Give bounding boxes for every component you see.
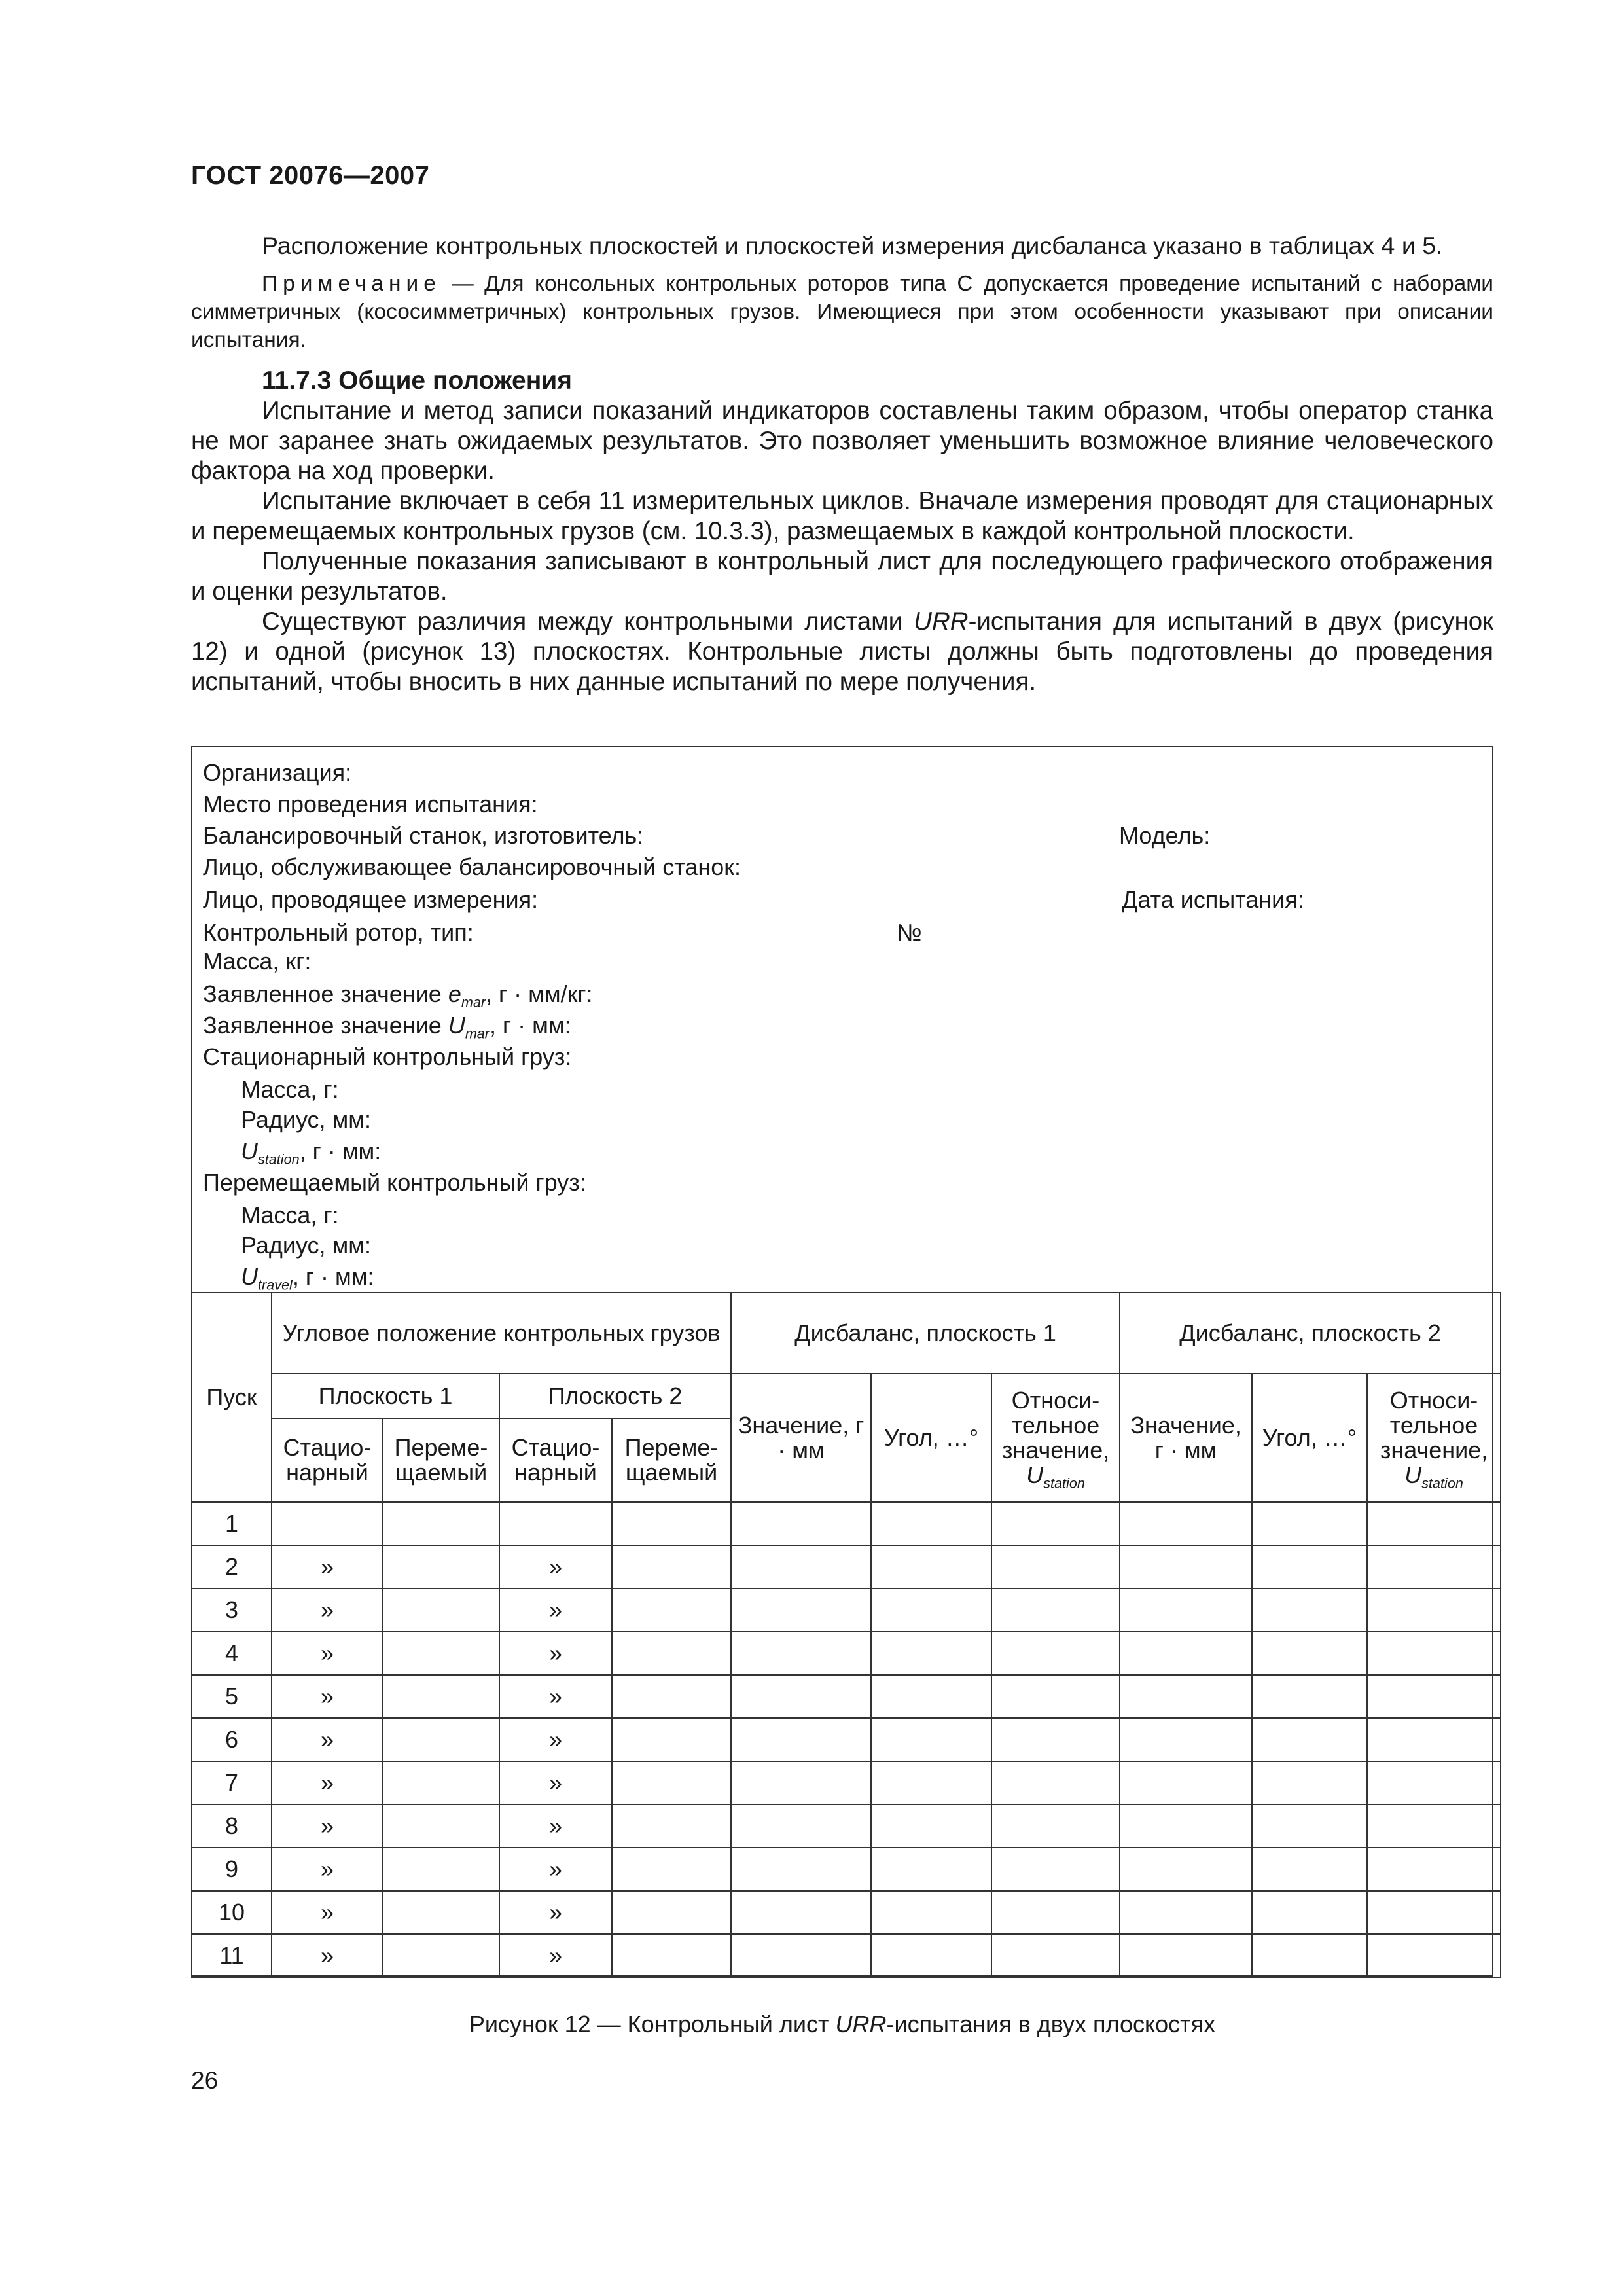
- value-header: Значение, г · мм: [1120, 1374, 1252, 1502]
- ustation-symbol: U: [241, 1138, 258, 1164]
- empty-cell: [612, 1545, 731, 1588]
- table-row: [192, 1848, 1501, 1891]
- empty-cell: [991, 1934, 1120, 1977]
- relative-value-header: [1367, 1374, 1501, 1502]
- empty-cell: [991, 1632, 1120, 1675]
- empty-cell: [991, 1502, 1120, 1545]
- angular-position-header: Угловое положение контрольных грузов: [272, 1293, 731, 1374]
- empty-cell: [731, 1588, 871, 1632]
- utravel-symbol: U: [241, 1263, 258, 1290]
- emar-unit: , г · мм/кг:: [486, 980, 593, 1007]
- travel-header: Переме-щаемый: [612, 1418, 731, 1502]
- rotor-mass-label: Масса, кг:: [203, 948, 312, 975]
- paragraph-1: Испытание и метод записи показаний индикаторов составлены таким образом, чтобы оператор станка не мог заранее знать ожидаемых результатов. Это позволяет уменьшить возможное влияние человеческого фактора на ход проверки.: [191, 397, 1493, 485]
- ditto-mark: »: [499, 1934, 612, 1977]
- ditto-mark: »: [272, 1934, 383, 1977]
- ditto-mark: »: [499, 1891, 612, 1934]
- empty-cell: [871, 1804, 991, 1848]
- run-number: 1: [192, 1502, 272, 1545]
- test-place-label: Место проведения испытания:: [203, 791, 538, 817]
- empty-cell: [1120, 1718, 1252, 1761]
- relative-text: Относи-тельное значение,: [1380, 1387, 1488, 1463]
- ustation-subscript: station: [258, 1151, 300, 1168]
- empty-cell: [1367, 1545, 1501, 1588]
- ditto-mark: »: [499, 1804, 612, 1848]
- run-number: 6: [192, 1718, 272, 1761]
- empty-cell: [991, 1891, 1120, 1934]
- empty-cell: [1120, 1804, 1252, 1848]
- empty-cell: [1252, 1718, 1367, 1761]
- empty-cell: [991, 1761, 1120, 1804]
- empty-cell: [1120, 1502, 1252, 1545]
- table-row: [192, 1502, 1501, 1545]
- empty-cell: [383, 1848, 499, 1891]
- empty-cell: [871, 1588, 991, 1632]
- emar-subscript: mar: [461, 994, 486, 1011]
- table-row: [192, 1891, 1501, 1934]
- travel-weight-label: Перемещаемый контрольный груз:: [203, 1169, 586, 1196]
- empty-cell: [731, 1891, 871, 1934]
- caption-text: Рисунок 12 — Контрольный лист: [469, 2011, 836, 2037]
- run-number: 9: [192, 1848, 272, 1891]
- relative-symbol: U: [1404, 1462, 1422, 1488]
- empty-cell: [1252, 1891, 1367, 1934]
- empty-cell: [612, 1848, 731, 1891]
- note-text: — Для консольных контрольных роторов типа С допускается проведение испытаний с наборами симметричных (кососимметричных) контрольных грузов. Имеющиеся при этом особенности указывают при описании испытания.: [191, 272, 1493, 352]
- empty-cell: [1120, 1891, 1252, 1934]
- empty-cell: [731, 1934, 871, 1977]
- umar-symbol: U: [448, 1012, 465, 1039]
- plane2-header: Плоскость 2: [499, 1374, 731, 1418]
- empty-cell: [1120, 1632, 1252, 1675]
- ditto-mark: »: [499, 1761, 612, 1804]
- body-text: [191, 230, 1493, 697]
- stationary-mass-label: Масса, г:: [241, 1076, 339, 1103]
- empty-cell: [1252, 1632, 1367, 1675]
- paragraph-4-part: Существуют различия между контрольными листами: [262, 607, 914, 636]
- ustation-unit: , г · мм:: [299, 1138, 382, 1164]
- empty-cell: [1120, 1761, 1252, 1804]
- empty-cell: [1252, 1848, 1367, 1891]
- relative-text: Относи-тельное значение,: [1001, 1387, 1110, 1463]
- run-number: 8: [192, 1804, 272, 1848]
- empty-cell: [612, 1502, 731, 1545]
- empty-cell: [731, 1848, 871, 1891]
- ditto-mark: »: [499, 1718, 612, 1761]
- empty-cell: [871, 1502, 991, 1545]
- empty-cell: [871, 1632, 991, 1675]
- empty-cell: [871, 1934, 991, 1977]
- table-row: [192, 1804, 1501, 1848]
- ditto-mark: »: [499, 1848, 612, 1891]
- unbalance-plane2-header: Дисбаланс, плоскость 2: [1120, 1293, 1501, 1374]
- empty-cell: [1367, 1502, 1501, 1545]
- empty-cell: [1252, 1545, 1367, 1588]
- empty-cell: [991, 1718, 1120, 1761]
- value-header: Значение, г · мм: [731, 1374, 871, 1502]
- empty-cell: [871, 1761, 991, 1804]
- angle-header: Угол, …°: [1252, 1374, 1367, 1502]
- utravel-subscript: travel: [258, 1276, 293, 1293]
- ditto-mark: »: [499, 1545, 612, 1588]
- paragraph-3: Полученные показания записывают в контрольный лист для последующего графического отображения и оценки результатов.: [191, 547, 1493, 605]
- empty-cell: [731, 1545, 871, 1588]
- empty-cell: [731, 1804, 871, 1848]
- empty-cell: [871, 1545, 991, 1588]
- umar-unit: , г · мм:: [490, 1012, 571, 1039]
- paragraph-4-part: -испытания для испытаний в двух (рисунок 12) и одной (рисунок 13) плоскостях. Контрольные листы должны быть подготовлены до проведения испытаний, чтобы вносить в них данные испытаний по мере получения.: [191, 607, 1493, 696]
- note-label: Примечание: [262, 272, 441, 296]
- location-paragraph: Расположение контрольных плоскостей и плоскостей измерения дисбаланса указано в таблицах 4 и 5.: [262, 232, 1443, 259]
- umar-subscript: mar: [465, 1025, 490, 1042]
- utravel-label: [241, 1263, 374, 1291]
- empty-cell: [1252, 1588, 1367, 1632]
- model-label: Модель:: [1119, 822, 1211, 849]
- table-header-row: [192, 1374, 1501, 1418]
- travel-mass-label: Масса, г:: [241, 1202, 339, 1229]
- empty-cell: [731, 1502, 871, 1545]
- run-number: 10: [192, 1891, 272, 1934]
- travel-radius-label: Радиус, мм:: [241, 1232, 372, 1259]
- run-header: Пуск: [192, 1293, 272, 1502]
- caption-urr: URR: [835, 2011, 887, 2037]
- empty-cell: [383, 1588, 499, 1632]
- ditto-mark: »: [272, 1848, 383, 1891]
- empty-cell: [1367, 1761, 1501, 1804]
- empty-cell: [1252, 1934, 1367, 1977]
- note-paragraph: [191, 270, 1493, 354]
- empty-cell: [272, 1502, 383, 1545]
- empty-cell: [612, 1588, 731, 1632]
- umar-label: [203, 1012, 571, 1042]
- empty-cell: [871, 1718, 991, 1761]
- plane1-header: Плоскость 1: [272, 1374, 499, 1418]
- table-row: [192, 1934, 1501, 1977]
- table-row: [192, 1718, 1501, 1761]
- urr-results-table: [191, 1292, 1501, 1978]
- standard-header: ГОСТ 20076—2007: [191, 161, 430, 190]
- table-row: [192, 1588, 1501, 1632]
- table-body: [192, 1502, 1501, 1977]
- empty-cell: [1120, 1934, 1252, 1977]
- empty-cell: [1252, 1502, 1367, 1545]
- empty-cell: [383, 1545, 499, 1588]
- empty-cell: [1367, 1934, 1501, 1977]
- empty-cell: [612, 1632, 731, 1675]
- empty-cell: [499, 1502, 612, 1545]
- travel-header: Переме-щаемый: [383, 1418, 499, 1502]
- operator-label: Лицо, обслуживающее балансировочный станок:: [203, 853, 741, 880]
- empty-cell: [1252, 1804, 1367, 1848]
- empty-cell: [383, 1502, 499, 1545]
- empty-cell: [991, 1545, 1120, 1588]
- relative-value-header: [991, 1374, 1120, 1502]
- ditto-mark: »: [272, 1545, 383, 1588]
- ditto-mark: »: [499, 1632, 612, 1675]
- page-number: 26: [191, 2067, 219, 2094]
- empty-cell: [612, 1804, 731, 1848]
- empty-cell: [612, 1675, 731, 1718]
- empty-cell: [1367, 1675, 1501, 1718]
- empty-cell: [612, 1934, 731, 1977]
- empty-cell: [1367, 1848, 1501, 1891]
- table-row: [192, 1545, 1501, 1588]
- empty-cell: [383, 1934, 499, 1977]
- empty-cell: [612, 1718, 731, 1761]
- table-header-row: [192, 1293, 1501, 1374]
- ditto-mark: »: [272, 1891, 383, 1934]
- emar-symbol: e: [448, 980, 461, 1007]
- empty-cell: [731, 1632, 871, 1675]
- empty-cell: [1252, 1761, 1367, 1804]
- run-number: 2: [192, 1545, 272, 1588]
- ditto-mark: »: [499, 1675, 612, 1718]
- rotor-type-label: Контрольный ротор, тип:: [203, 919, 474, 946]
- empty-cell: [991, 1675, 1120, 1718]
- paragraph-2: Испытание включает в себя 11 измерительных циклов. Вначале измерения проводят для стационарных и перемещаемых контрольных грузов (см. 10.3.3), размещаемых в каждой контрольной плоскости.: [191, 487, 1493, 545]
- ditto-mark: »: [272, 1632, 383, 1675]
- relative-symbol: U: [1026, 1462, 1044, 1488]
- run-number: 11: [192, 1934, 272, 1977]
- machine-label: Балансировочный станок, изготовитель:: [203, 822, 644, 849]
- stationary-radius-label: Радиус, мм:: [241, 1106, 372, 1133]
- umar-text: Заявленное значение: [203, 1012, 448, 1039]
- empty-cell: [1367, 1891, 1501, 1934]
- empty-cell: [871, 1675, 991, 1718]
- table-row: [192, 1675, 1501, 1718]
- test-date-label: Дата испытания:: [1122, 886, 1304, 913]
- ditto-mark: »: [272, 1675, 383, 1718]
- empty-cell: [1120, 1545, 1252, 1588]
- angle-header: Угол, …°: [871, 1374, 991, 1502]
- empty-cell: [383, 1804, 499, 1848]
- ditto-mark: »: [272, 1804, 383, 1848]
- urr-term: URR: [914, 607, 969, 636]
- emar-text: Заявленное значение: [203, 980, 448, 1007]
- stationary-header: Стацио-нарный: [499, 1418, 612, 1502]
- empty-cell: [991, 1848, 1120, 1891]
- caption-text: -испытания в двух плоскостях: [886, 2011, 1216, 2037]
- empty-cell: [1120, 1588, 1252, 1632]
- empty-cell: [383, 1632, 499, 1675]
- relative-subscript: station: [1421, 1475, 1463, 1492]
- empty-cell: [1367, 1588, 1501, 1632]
- utravel-unit: , г · мм:: [292, 1263, 374, 1290]
- empty-cell: [731, 1718, 871, 1761]
- empty-cell: [991, 1804, 1120, 1848]
- emar-label: [203, 980, 593, 1011]
- empty-cell: [871, 1891, 991, 1934]
- ditto-mark: »: [499, 1588, 612, 1632]
- paragraph-4: [191, 607, 1493, 697]
- empty-cell: [383, 1718, 499, 1761]
- empty-cell: [991, 1588, 1120, 1632]
- table-row: [192, 1632, 1501, 1675]
- empty-cell: [871, 1848, 991, 1891]
- stationary-weight-label: Стационарный контрольный груз:: [203, 1043, 572, 1070]
- empty-cell: [1367, 1804, 1501, 1848]
- empty-cell: [383, 1761, 499, 1804]
- empty-cell: [731, 1675, 871, 1718]
- empty-cell: [383, 1891, 499, 1934]
- empty-cell: [383, 1675, 499, 1718]
- figure-caption: [191, 2011, 1493, 2038]
- empty-cell: [1367, 1718, 1501, 1761]
- run-number: 4: [192, 1632, 272, 1675]
- control-sheet-form: [191, 746, 1493, 1977]
- ditto-mark: »: [272, 1761, 383, 1804]
- relative-subscript: station: [1043, 1475, 1085, 1492]
- empty-cell: [1367, 1632, 1501, 1675]
- number-label: №: [897, 919, 922, 946]
- table-row: [192, 1761, 1501, 1804]
- run-number: 7: [192, 1761, 272, 1804]
- empty-cell: [612, 1761, 731, 1804]
- section-title: 11.7.3 Общие положения: [262, 367, 573, 395]
- empty-cell: [1252, 1675, 1367, 1718]
- empty-cell: [1120, 1848, 1252, 1891]
- ditto-mark: »: [272, 1588, 383, 1632]
- empty-cell: [1120, 1675, 1252, 1718]
- empty-cell: [612, 1891, 731, 1934]
- empty-cell: [731, 1761, 871, 1804]
- run-number: 3: [192, 1588, 272, 1632]
- ditto-mark: »: [272, 1718, 383, 1761]
- stationary-header: Стацио-нарный: [272, 1418, 383, 1502]
- ustation-label: [241, 1138, 382, 1168]
- measurer-label: Лицо, проводящее измерения:: [203, 886, 539, 913]
- organization-label: Организация:: [203, 759, 352, 786]
- unbalance-plane1-header: Дисбаланс, плоскость 1: [731, 1293, 1120, 1374]
- run-number: 5: [192, 1675, 272, 1718]
